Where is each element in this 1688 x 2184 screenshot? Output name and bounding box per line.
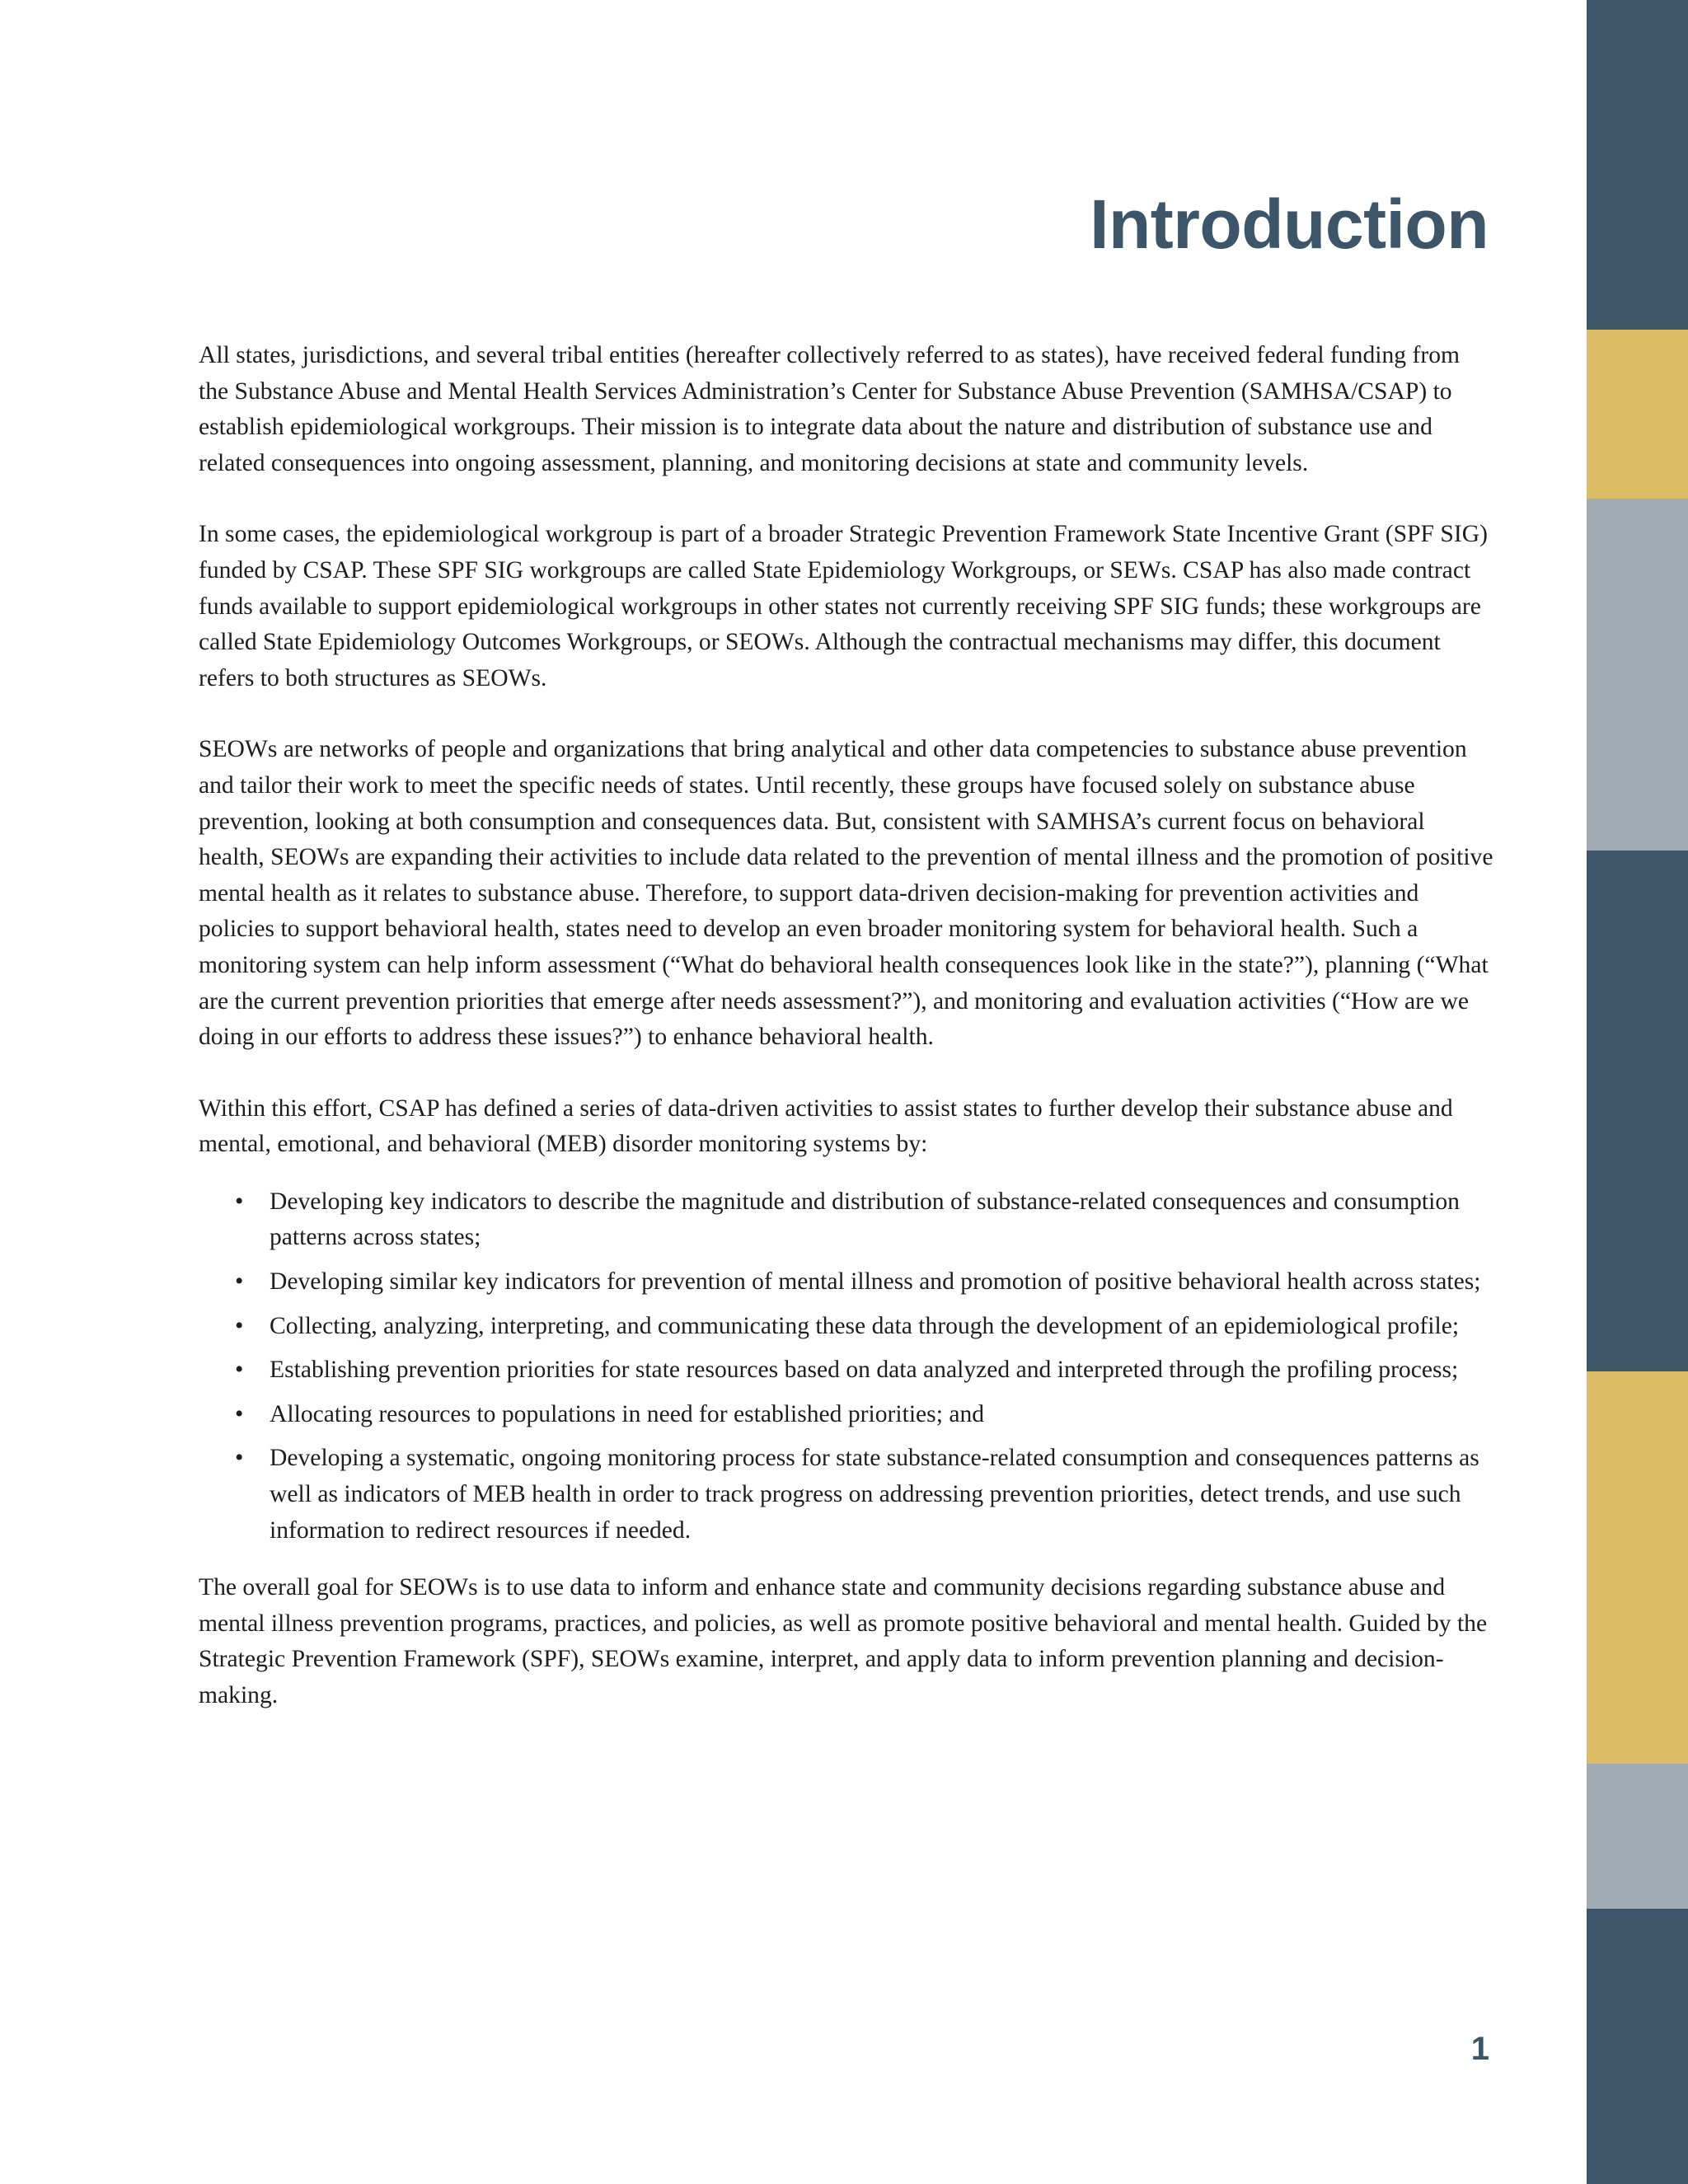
spf-sig-paragraph: In some cases, the epidemiological workgroup is part of a broader Strategic Prevention Framework State Incentive Grant (SPF SIG) funded by CSAP. These SPF SIG workgroups are called State Epidemiology Workgroups, or SEWs. CSAP has also made contract funds available to support epidemiological workgroups in other states not currently receiving SPF SIG funds; these workgroups are called State Epidemiology Outcomes Workgroups, or SEOWs. Although the contractual mechanisms may differ, this document refers to both structures as SEOWs.: [199, 521, 1488, 691]
bullet-icon: •: [235, 1268, 244, 1296]
sidebar-band-gold: [1587, 330, 1688, 499]
sidebar-band-gray: [1587, 499, 1688, 851]
list-item: [199, 1184, 1495, 1256]
sidebar-band-gray: [1587, 1764, 1688, 1909]
page-number: 1: [1470, 2031, 1489, 2067]
bullet-icon: •: [235, 1400, 244, 1427]
list-item: [199, 1441, 1495, 1549]
decorative-sidebar: [1587, 0, 1688, 2184]
list-item-text: Allocating resources to populations in need for established priorities; and: [270, 1400, 985, 1427]
sidebar-band-navy: [1587, 1909, 1688, 2184]
sidebar-band-gold: [1587, 1371, 1688, 1764]
list-item: [199, 1352, 1495, 1389]
list-item-text: Developing a systematic, ongoing monitoring process for state substance-related consumption and consequences patterns as well as indicators of MEB health in order to track progress on addressing prevention priorities, detect trends, and use such information to redirect resources if needed.: [270, 1445, 1479, 1544]
seow-networks-paragraph: SEOWs are networks of people and organizations that bring analytical and other data competencies to substance abuse prevention and tailor their work to meet the specific needs of states. Until recently, these groups have focused solely on substance abuse prevention, looking at both consumption and consequences data. But, consistent with SAMHSA’s current focus on behavioral health, SEOWs are expanding their activities to include data related to the prevention of mental illness and the promotion of positive mental health as it relates to substance abuse. Therefore, to support data-driven decision-making for prevention activities and policies to support behavioral health, states need to develop an even broader monitoring system for behavioral health. Such a monitoring system can help inform assessment (“What do behavioral health consequences look like in the state?”), planning (“What are the current prevention priorities that emerge after needs assessment?”), and monitoring and evaluation activities (“How are we doing in our efforts to address these issues?”) to enhance behavioral health.: [199, 736, 1493, 1051]
bullet-icon: •: [235, 1188, 244, 1215]
list-item-text: Collecting, analyzing, interpreting, and communicating these data through the development of an epidemiological profile;: [270, 1312, 1460, 1339]
page-title: Introduction: [1090, 185, 1489, 263]
list-item: [199, 1264, 1495, 1301]
list-item: [199, 1397, 1495, 1433]
list-item-text: Developing key indicators to describe the magnitude and distribution of substance-related consequences and consumption patterns across states;: [270, 1188, 1460, 1251]
sidebar-band-navy: [1587, 851, 1688, 1371]
bullet-icon: •: [235, 1357, 244, 1384]
list-item: [199, 1309, 1495, 1345]
list-item-text: Establishing prevention priorities for state resources based on data analyzed and interpreted through the profiling process;: [270, 1357, 1459, 1384]
body-text: [199, 338, 1495, 1750]
closing-paragraph: The overall goal for SEOWs is to use data to inform and enhance state and community decisions regarding substance abuse and mental illness prevention programs, practices, and policies, as well as promote positive behavioral and mental health. Guided by the Strategic Prevention Framework (SPF), SEOWs examine, interpret, and apply data to inform prevention planning and decision-making.: [199, 1574, 1488, 1708]
activities-list: [199, 1184, 1495, 1549]
bullet-icon: •: [235, 1445, 244, 1472]
sidebar-band-navy: [1587, 0, 1688, 330]
bullet-icon: •: [235, 1312, 244, 1339]
csap-activities-paragraph: Within this effort, CSAP has defined a series of data-driven activities to assist states to further develop their substance abuse and mental, emotional, and behavioral (MEB) disorder monitoring systems by:: [199, 1094, 1453, 1158]
list-item-text: Developing similar key indicators for prevention of mental illness and promotion of positive behavioral health across states;: [270, 1268, 1481, 1296]
intro-paragraph: All states, jurisdictions, and several tribal entities (hereafter collectively referred to as states), have received federal funding from the Substance Abuse and Mental Health Services Administration’s Center for Substance Abuse Prevention (SAMHSA/CSAP) to establish epidemiological workgroups. Their mission is to integrate data about the nature and distribution of substance use and related consequences into ongoing assessment, planning, and monitoring decisions at state and community levels.: [199, 342, 1461, 476]
